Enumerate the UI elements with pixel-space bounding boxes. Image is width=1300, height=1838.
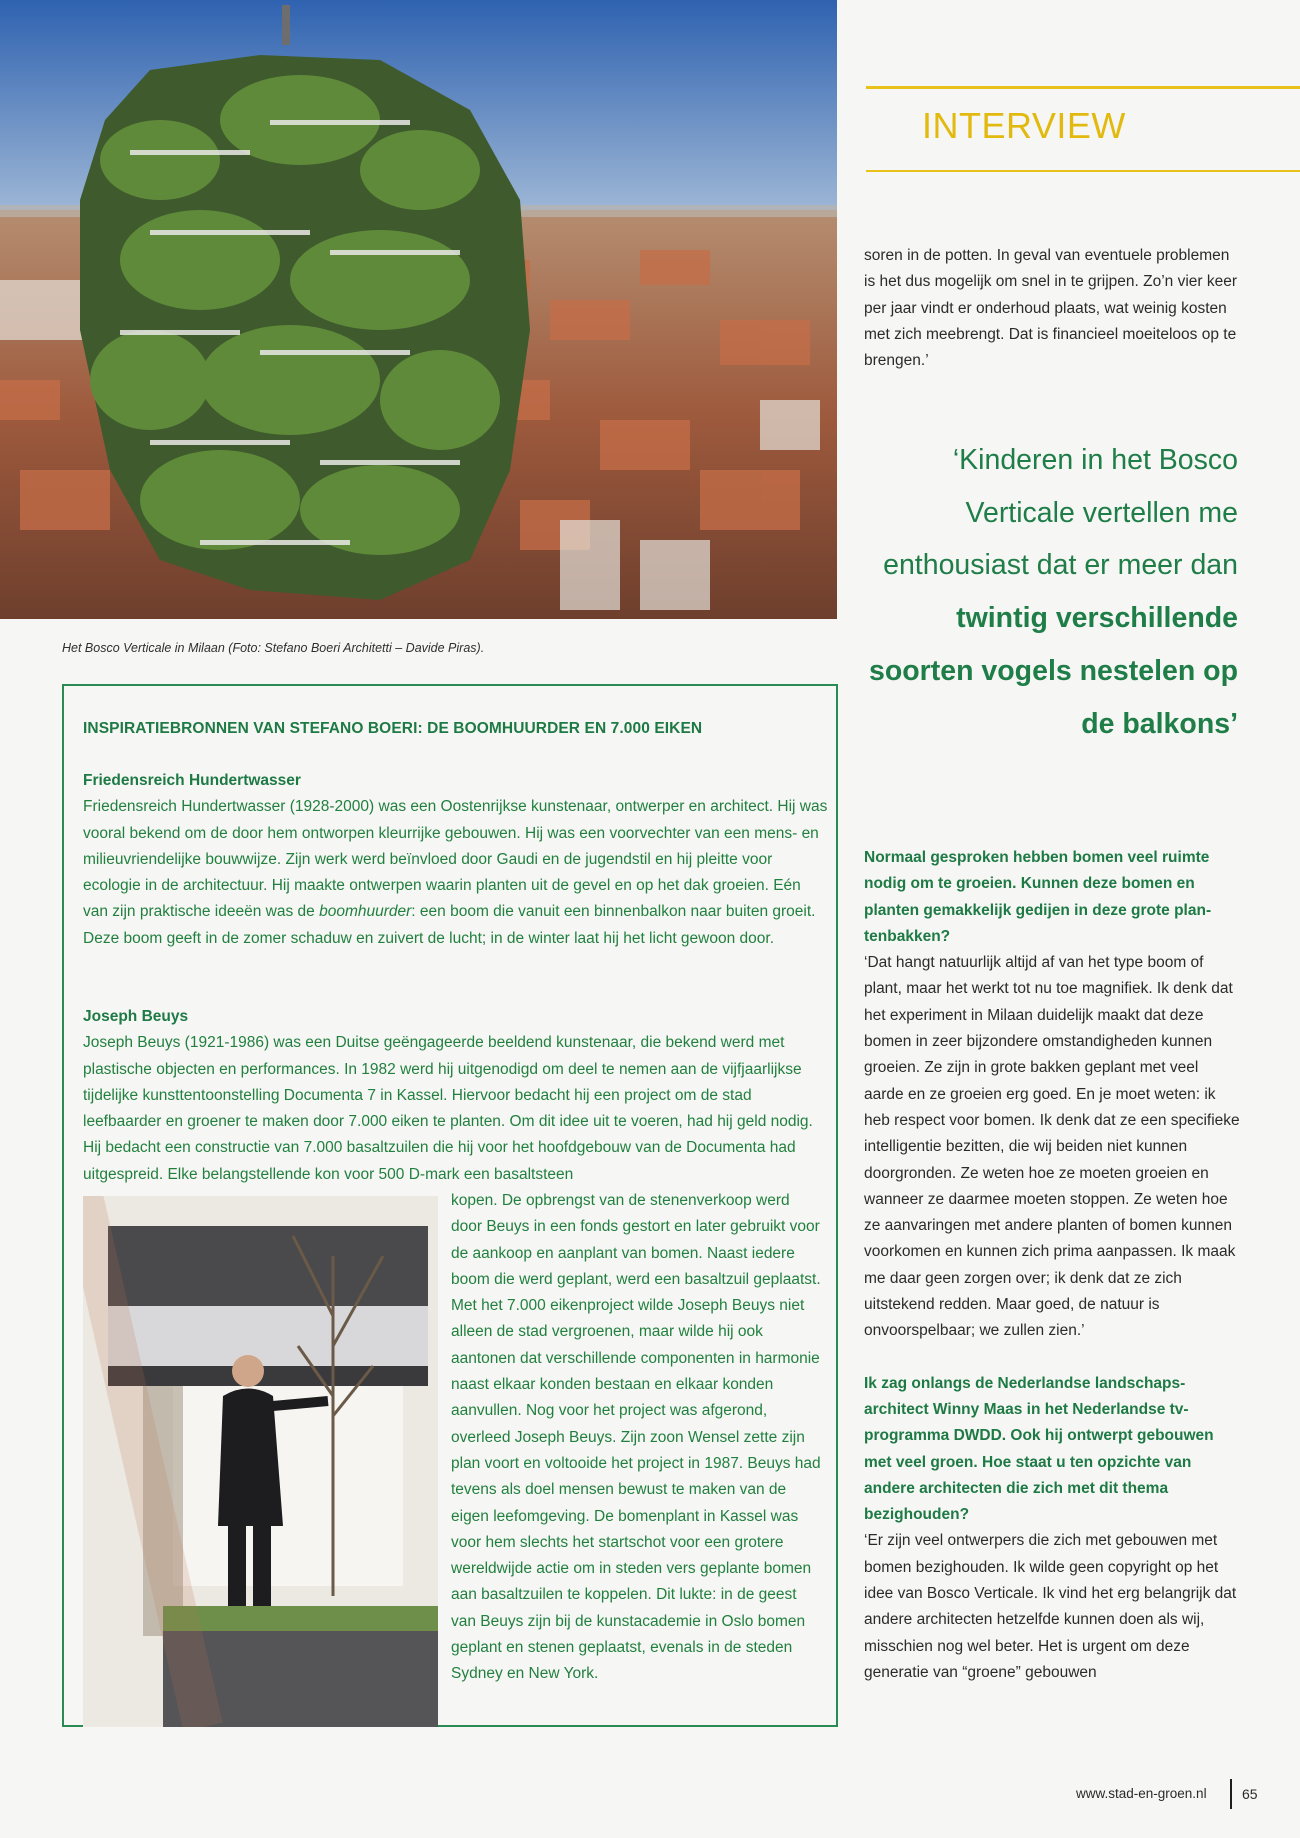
section-beuys xyxy=(83,1004,828,1188)
joseph-beuys-photo xyxy=(83,1196,438,1727)
pull-quote-emphasis: twintig verschillende soorten vogels nestelen op de balkons’ xyxy=(869,602,1238,740)
inspiration-sidebar-box xyxy=(62,684,838,1727)
page-number: 65 xyxy=(1242,1786,1258,1802)
section-hundertwasser xyxy=(83,768,828,952)
interview-body xyxy=(864,845,1242,1712)
section-heading: Joseph Beuys xyxy=(83,1008,189,1025)
interview-answer: ‘Er zijn veel ontwerpers die zich met gebouwen met bomen bezighouden. Ik wilde geen copyright op het idee van Bosco Verticale. Ik vind het erg belangrijk dat andere architecten hetzelfde kunnen doen als wij, misschien nog wel beter. Het is urgent om deze generatie van “groene” gebouwen xyxy=(864,1532,1237,1681)
section-label: INTERVIEW xyxy=(922,105,1126,146)
interview-question: Ik zag onlangs de Nederlandse landschapsarchitect Winny Maas in het Nederlandse tv-programma DWDD. Ook hij ontwerpt gebouwen met veel groen. Hoe staat u ten opzichte van andere architecten die zich met dit thema bezighouden? xyxy=(864,1374,1214,1524)
footer-url[interactable]: www.stad-en-groen.nl xyxy=(1076,1786,1207,1801)
interview-answer: ‘Dat hangt natuurlijk altijd af van het type boom of plant, maar het werkt tot nu toe magnifiek. Ik denk dat het experiment in Milaan duidelijk maakt dat deze bomen in zeer bijzondere omstandigheden kunnen groeien. Ze zijn in grote bakken geplant met veel aarde en ze groeien erg goed. En je moet weten: ik heb respect voor bomen. Ik denk dat ze een specifieke intelligentie bezitten, die wij beiden niet kunnen doorgronden. Ze weten hoe ze moeten groeien en wanneer ze daarmee moeten stoppen. Ze weten hoe ze aanvaringen met andere planten of bomen kunnen voorkomen en kunnen zich prima aanpassen. Ik maak me daar geen zorgen over; ik denk dat ze zich uitstekend redden. Maar goed, de natuur is onvoorspelbaar; we zullen zien.’ xyxy=(864,954,1240,1340)
header-rule-top xyxy=(866,86,1300,89)
bosco-verticale-photo xyxy=(0,0,837,619)
section-beuys-continued: kopen. De opbrengst van de stenenverkoop werd door Beuys in een fonds gestort en later gebruikt voor de aankoop en aanplant van bomen. Naast iedere boom die werd geplant, werd een basaltzuil geplaatst. Met het 7.000 eikenproject wilde Joseph Beuys niet alleen de stad vergroenen, maar wilde hij ook aantonen dat verschillende componenten in harmonie naast elkaar konden bestaan en elkaar konden aanvullen. Nog voor het project was afgerond, overleed Joseph Beuys. Zijn zoon Wensel zette zijn plan voort en voltooide het project in 1987. Beuys had tevens als doel mensen bewust te maken van de eigen leefomgeving. De bomenplant in Kassel was voor hem slechts het startschot voor een grotere wereldwijde actie om in steden vers geplante bomen aan basaltzuilen te koppelen. Dit lukte: in de geest van Beuys zijn bij de kunstacademie in Oslo bomen geplant en stenen geplaatst, evenals in de steden Sydney en New York. xyxy=(451,1192,821,1683)
header-rule-bottom xyxy=(866,170,1300,172)
footer-divider xyxy=(1230,1779,1232,1809)
interview-question: Normaal gesproken hebben bomen veel ruimte nodig om te groeien. Kunnen deze bomen en planten gemakkelijk gedijen in deze grote plantenbakken? xyxy=(864,849,1212,945)
pull-quote: ‘Kinderen in het Bosco Verticale vertellen me enthousiast dat er meer dan twintig verschillende soorten vogels nestelen op de balkons’ xyxy=(869,444,1238,740)
section-heading: Friedensreich Hundertwasser xyxy=(83,772,301,789)
section-body: Friedensreich Hundertwasser (1928-2000) was een Oostenrijkse kunstenaar, ontwerper en architect. Hij was vooral bekend om de door hem ontworpen kleurrijke gebouwen. Hij was een voorvechter van een mens- en milieuvriendelijke bouwwijze. Zijn werk werd beïnvloed door Gaudi en de jugendstil en hij pleitte voor ecologie in de architectuur. Hij maakte ontwerpen waarin planten uit de gevel en op het dak groeien. Eén van zijn praktische ideeën was de boomhuurder: een boom die vanuit een binnenbalkon naar buiten groeit. Deze boom geeft in de zomer schaduw en zuivert de lucht; in de winter laat hij het licht gewoon door. xyxy=(83,798,828,947)
section-body: Joseph Beuys (1921-1986) was een Duitse geëngageerde beeldend kunstenaar, die bekend werd met plastische objecten en performances. In 1982 werd hij uitgenodigd om deel te nemen aan de vijfjaarlijkse tijdelijke kunsttentoonstelling Documenta 7 in Kassel. Hiervoor bedacht hij een project om de stad leefbaarder en groener te maken door 7.000 eiken te planten. Om dit idee uit te voeren, had hij geld nodig. Hij bedacht een constructie van 7.000 basaltzuilen die hij voor het hoofdgebouw van de Documenta had uitgespreid. Elke belangstellende kon voor 500 D-mark een basaltsteen xyxy=(83,1034,813,1183)
article-continuation: soren in de potten. In geval van eventuele problemen is het dus mogelijk om snel in te grijpen. Zo’n vier keer per jaar vindt er onderhoud plaats, wat weinig kosten met zich meebrengt. Dat is financieel moeiteloos op te brengen.’ xyxy=(864,247,1238,370)
photo-caption: Het Bosco Verticale in Milaan (Foto: Stefano Boeri Architetti – Davide Piras). xyxy=(62,641,485,655)
sidebar-title: INSPIRATIEBRONNEN VAN STEFANO BOERI: DE BOOMHUURDER EN 7.000 EIKEN xyxy=(83,720,703,737)
emphasis-term: boomhuurder xyxy=(319,903,412,921)
